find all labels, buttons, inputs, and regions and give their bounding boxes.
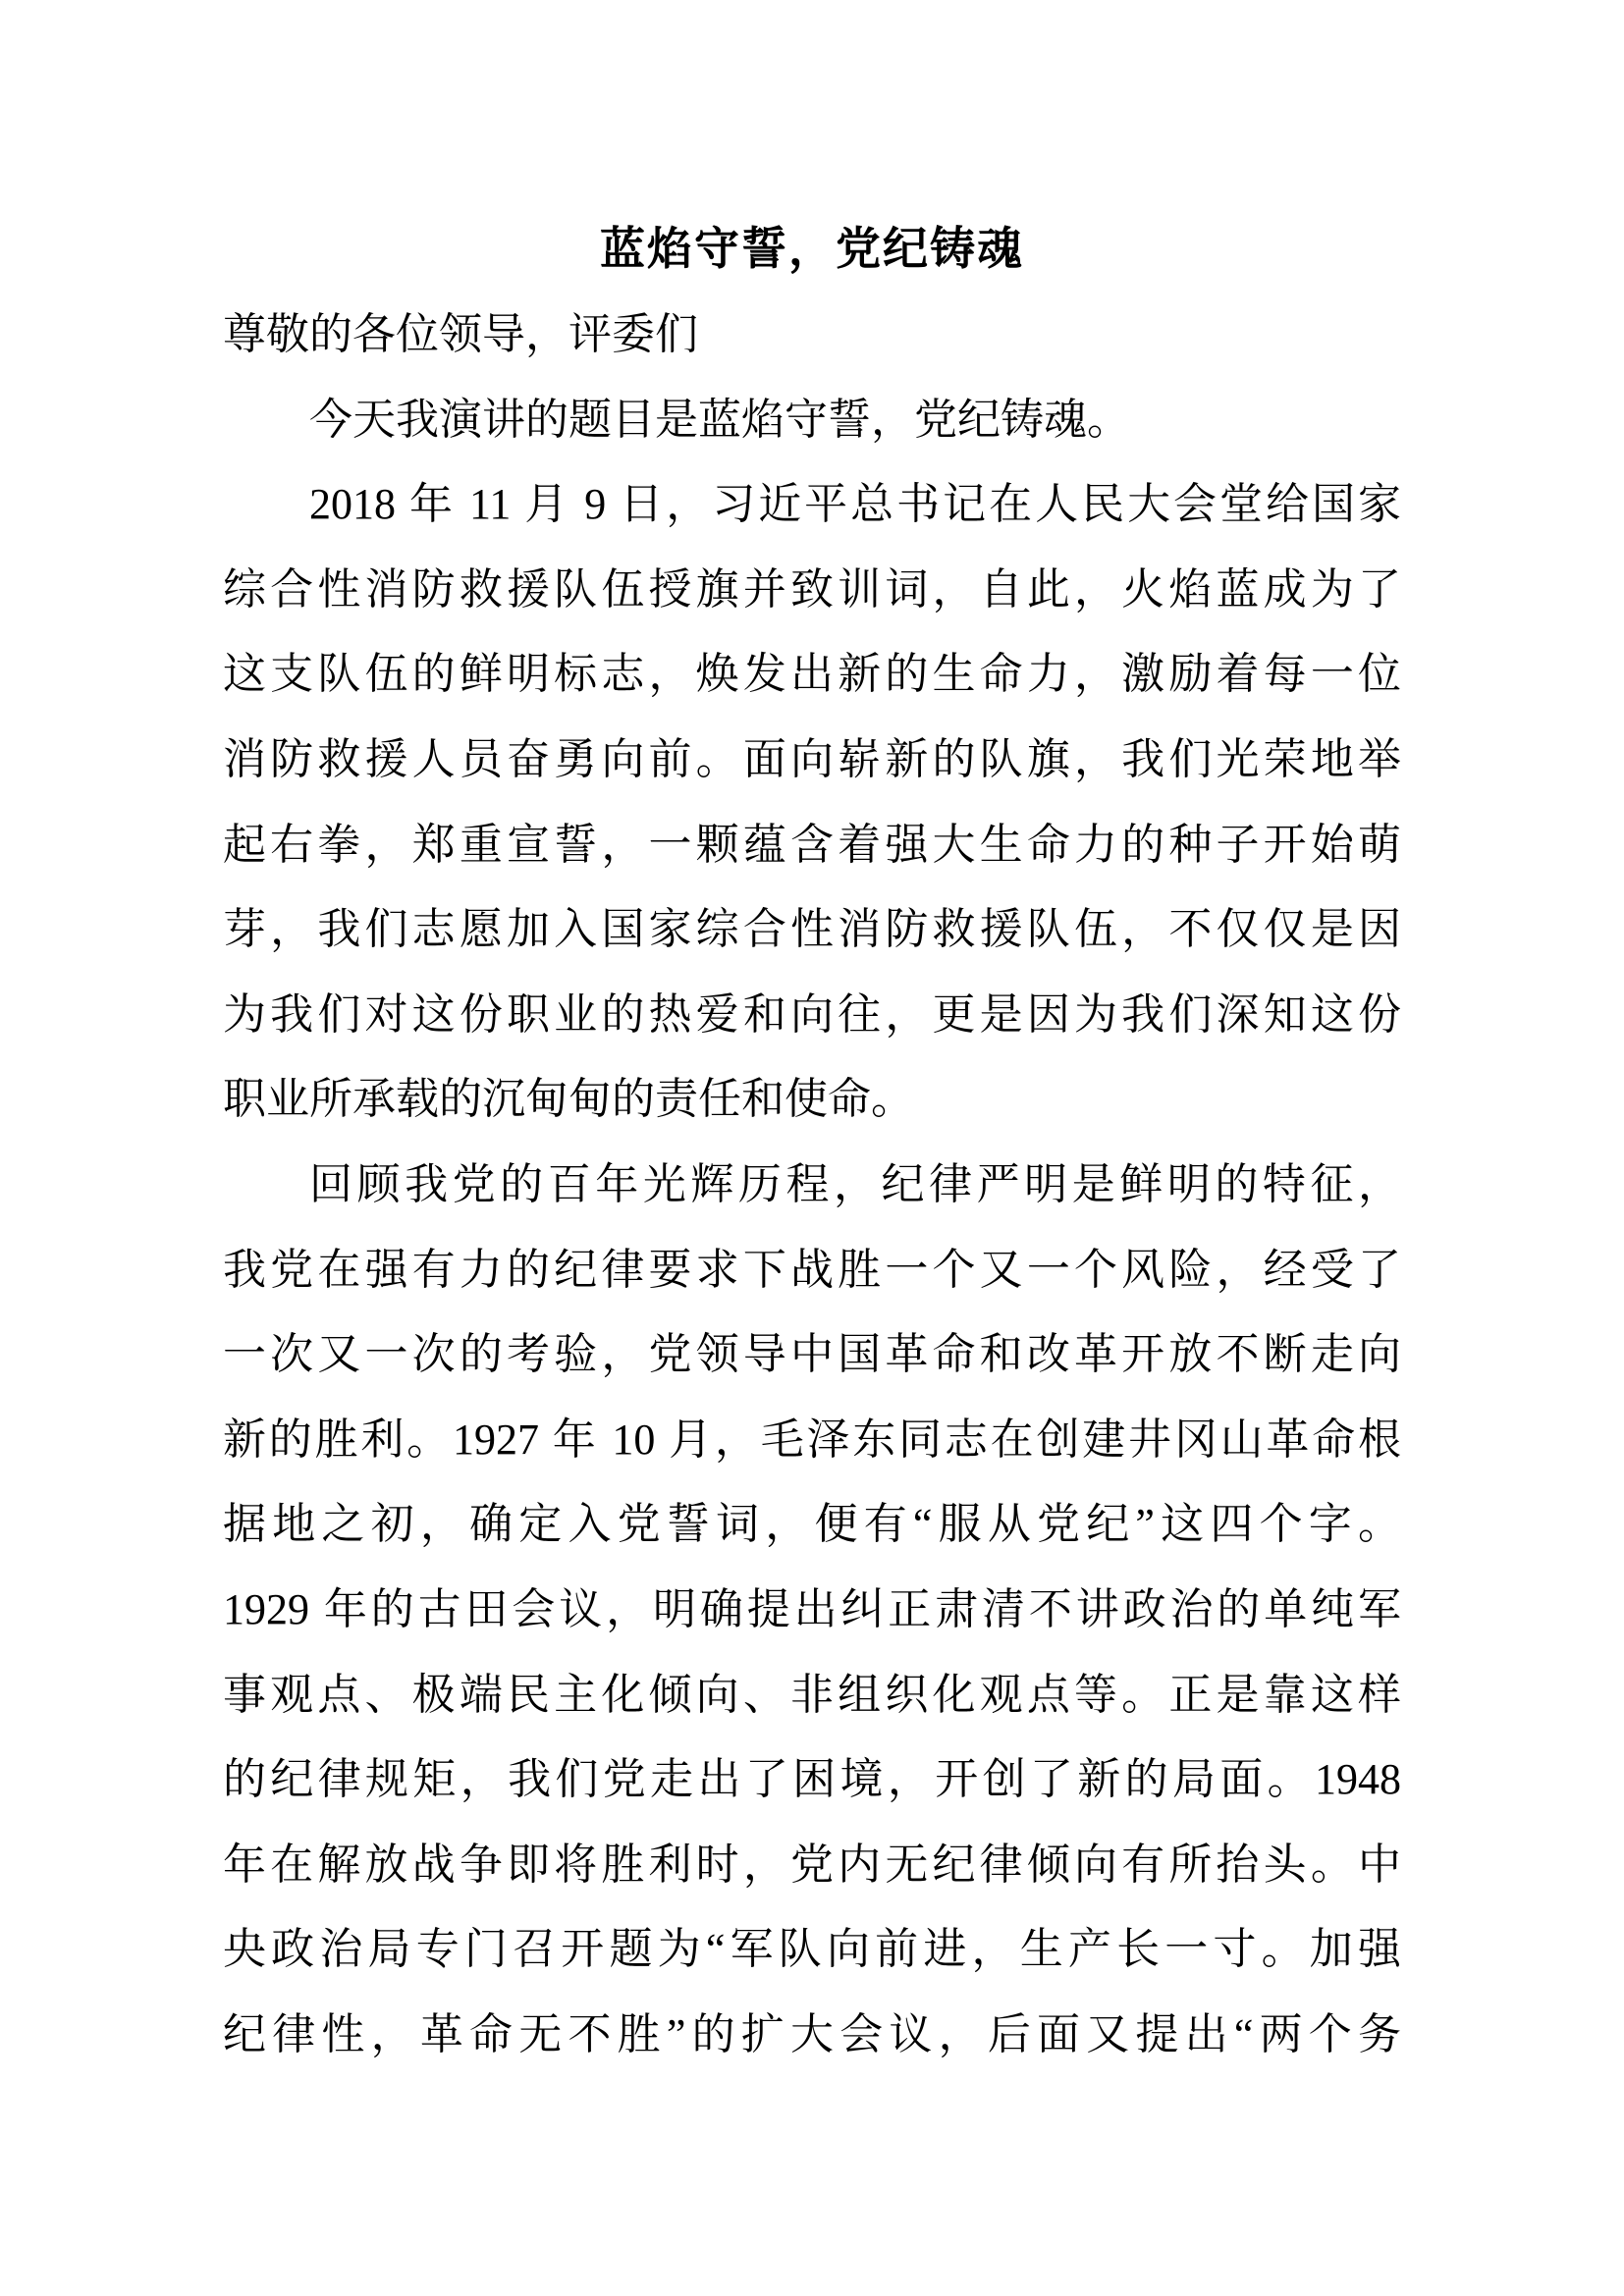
document-line: 尊敬的各位领导，评委们 (223, 310, 698, 358)
document-line: 事观点、极端民主化倾向、非组织化观点等。正是靠这样 (223, 1670, 1401, 1719)
document-line: 回顾我党的百年光辉历程，纪律严明是鲜明的特征， (309, 1159, 1401, 1208)
document-line: 为我们对这份职业的热爱和向往，更是因为我们深知这份 (223, 989, 1401, 1039)
document-line: 这支队伍的鲜明标志，焕发出新的生命力，激励着每一位 (223, 650, 1401, 699)
document-line: 芽，我们志愿加入国家综合性消防救援队伍，不仅仅是因 (223, 905, 1401, 954)
document-line: 2018 年 11 月 9 日，习近平总书记在人民大会堂给国家 (309, 480, 1401, 529)
document-line: 央政治局专门召开题为“军队向前进，生产长一寸。加强 (223, 1925, 1401, 1974)
document-title: 蓝焰守誓，党纪铸魂 (600, 224, 1024, 274)
document-line: 据地之初，确定入党誓词，便有“服从党纪”这四个字。 (223, 1500, 1401, 1549)
document-line: 职业所承载的沉甸甸的责任和使命。 (223, 1075, 914, 1124)
document-line: 纪律性，革命无不胜”的扩大会议，后面又提出“两个务 (223, 2009, 1401, 2058)
document-line: 消防救援人员奋勇向前。面向崭新的队旗，我们光荣地举 (223, 734, 1401, 783)
document-line: 一次又一次的考验，党领导中国革命和改革开放不断走向 (223, 1330, 1401, 1379)
document-line: 年在解放战争即将胜利时，党内无纪律倾向有所抬头。中 (223, 1840, 1401, 1889)
document-line: 我党在强有力的纪律要求下战胜一个又一个风险，经受了 (223, 1245, 1401, 1294)
document-content (223, 206, 1401, 2077)
document-line: 综合性消防救援队伍授旗并致训词，自此，火焰蓝成为了 (223, 564, 1401, 614)
document-line: 的纪律规矩，我们党走出了困境，开创了新的局面。1948 (223, 1755, 1401, 1804)
document-line: 1929 年的古田会议，明确提出纠正肃清不讲政治的单纯军 (223, 1584, 1401, 1633)
document-line: 起右拳，郑重宣誓，一颗蕴含着强大生命力的种子开始萌 (223, 820, 1401, 869)
document-line: 新的胜利。1927 年 10 月，毛泽东同志在创建井冈山革命根 (223, 1415, 1401, 1464)
document-line: 今天我演讲的题目是蓝焰守誓，党纪铸魂。 (309, 395, 1130, 444)
